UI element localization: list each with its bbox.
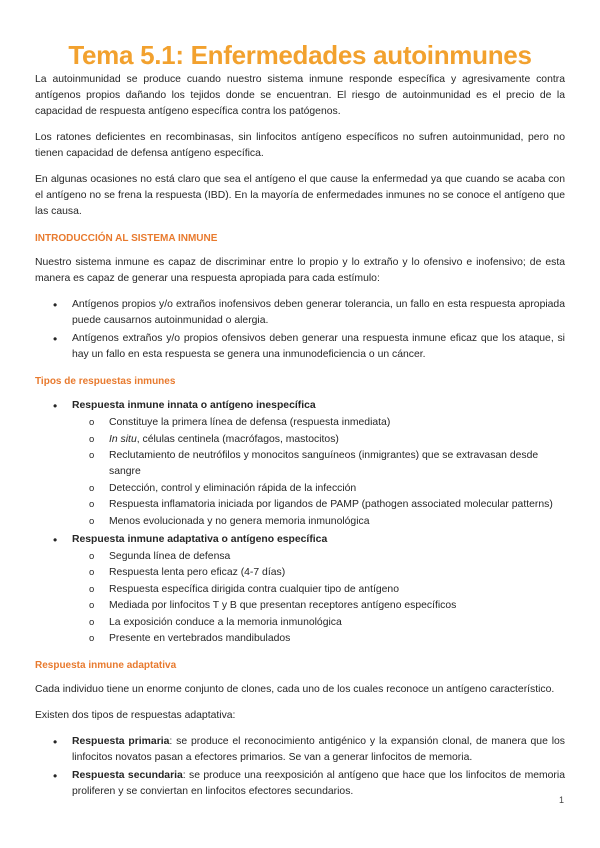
list-item: • Antígenos extraños y/o propios ofensivos deben generar una respuesta inmune eficaz que los ataque, si hay un fallo en esta respuesta se genera una inmunodeficiencia o un cáncer. [35, 331, 565, 363]
intro-paragraph-2: Los ratones deficientes en recombinasas, sin linfocitos antígeno específicos no sufren autoinmunidad, pero no tienen capacidad de defensa antígeno específica. [35, 132, 565, 159]
document-body [35, 72, 565, 810]
intro-paragraph-3: En algunas ocasiones no está claro que sea el antígeno el que cause la enfermedad ya que cuando se acaba con el antígeno no se frena la respuesta (IBD). En la mayoría de enfermedades inmunes no se conoce el antígeno que las causa. [35, 174, 565, 217]
list-item: o La exposición conduce a la memoria inmunológica [72, 615, 565, 631]
list-item-primary [35, 734, 565, 766]
list-item: • Antígenos propios y/o extraños inofensivos deben generar tolerancia, un fallo en esta respuesta apropiada puede causarnos autoinmunidad o alergia. [35, 297, 565, 329]
insitu-italic: In situ [109, 433, 137, 445]
list-item: o Mediada por linfocitos T y B que presentan receptores antígeno específicos [72, 598, 565, 614]
innate-sublist [72, 415, 565, 530]
section-heading-types: Tipos de respuestas inmunes [35, 376, 176, 387]
intro-paragraph-1: La autoinmunidad se produce cuando nuestro sistema inmune responde específica y agresivamente contra antígenos propios dañando los tejidos donde se encuentran. El riesgo de autoinmunidad es el precio de la capacidad de respuesta antígeno específica contra los patógenos. [35, 74, 565, 117]
adaptive-label: Respuesta inmune adaptativa o antígeno específica [72, 533, 328, 545]
list-item: o Respuesta específica dirigida contra cualquier tipo de antígeno [72, 582, 565, 598]
section-heading-intro: INTRODUCCIÓN AL SISTEMA INMUNE [35, 233, 218, 244]
list-item: o Respuesta inflamatoria iniciada por ligandos de PAMP (pathogen associated molecular patterns) [72, 497, 565, 513]
primary-text: : se produce el reconocimiento antigénico y la expansión clonal, de manera que los linfocitos novatos pasan a efectores primarios. Se van a generar linfocitos de memoria. [72, 736, 565, 763]
section1-bullet-list [35, 297, 565, 363]
innate-label: Respuesta inmune innata o antígeno inespecífica [72, 400, 316, 411]
section-heading-adaptive: Respuesta inmune adaptativa [35, 660, 177, 671]
adaptive-types-list [35, 734, 565, 800]
list-item: o Detección, control y eliminación rápida de la infección [72, 481, 565, 497]
secondary-label: Respuesta secundaria [72, 770, 183, 781]
list-item: o Presente en vertebrados mandibulados [72, 631, 565, 647]
list-item: o Reclutamiento de neutrófilos y monocitos sanguíneos (inmigrantes) que se extravasan desde sangre [72, 448, 565, 480]
page-title: Tema 5.1: Enfermedades autoinmunes [68, 40, 532, 70]
response-types-list [35, 398, 565, 647]
secondary-text: : se produce una reexposición al antígeno que hace que los linfocitos de memoria proliferen y se conviertan en linfocitos efectores secundarios. [72, 770, 565, 797]
section3-paragraph-2: Existen dos tipos de respuestas adaptativa: [35, 710, 236, 721]
section3-paragraph-1: Cada individuo tiene un enorme conjunto de clones, cada uno de los cuales reconoce un antígeno característico. [35, 684, 555, 695]
list-item-innate [35, 398, 565, 530]
list-item: o Menos evolucionada y no genera memoria inmunológica [72, 514, 565, 530]
list-item [72, 432, 565, 448]
adaptive-sublist [72, 549, 565, 648]
section1-paragraph: Nuestro sistema inmune es capaz de discriminar entre lo propio y lo extraño y lo ofensivo e inofensivo; de esta manera es capaz de generar una respuesta apropiada para cada estímulo: [35, 257, 565, 284]
list-item: o Segunda línea de defensa [72, 549, 565, 565]
list-item-secondary [35, 768, 565, 800]
page-number: 1 [558, 795, 564, 805]
insitu-text: , células centinela (macrófagos, mastocitos) [136, 433, 339, 445]
list-item: o Respuesta lenta pero eficaz (4-7 días) [72, 565, 565, 581]
list-item: o Constituye la primera línea de defensa (respuesta inmediata) [72, 415, 565, 431]
primary-label: Respuesta primaria [72, 736, 170, 747]
list-item-adaptive [35, 532, 565, 648]
